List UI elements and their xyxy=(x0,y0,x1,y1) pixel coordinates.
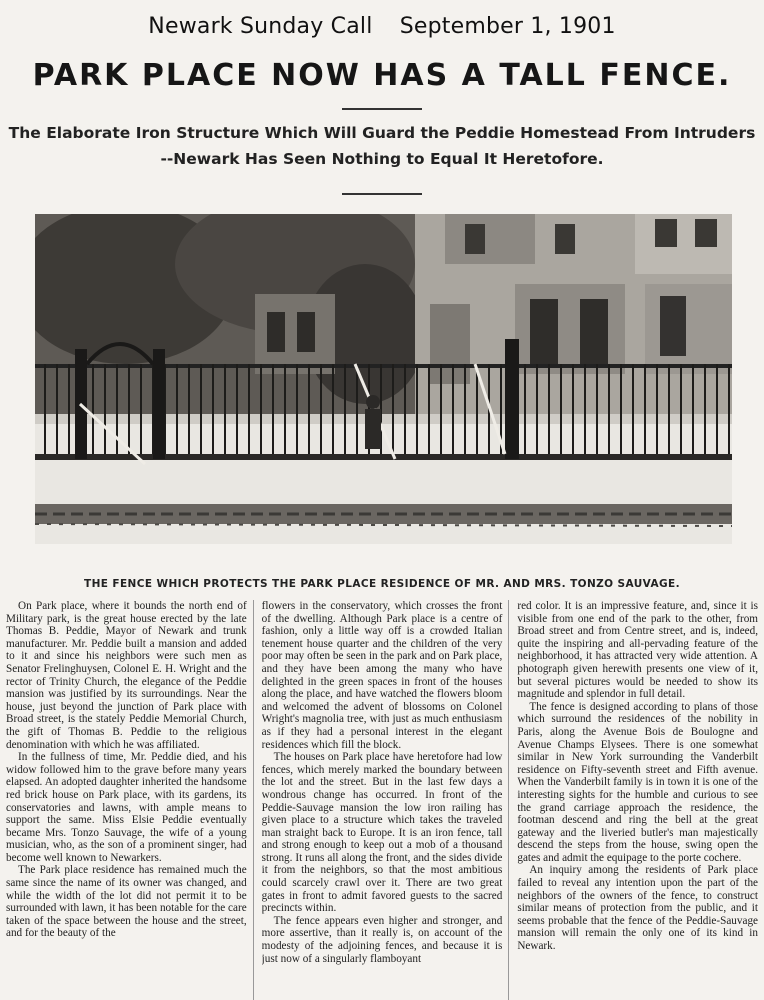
source-line xyxy=(0,14,764,39)
article-column-3 xyxy=(517,600,758,1000)
article-column-2 xyxy=(262,600,510,1000)
paragraph: The Park place residence has remained much the same since the name of its owner was changed, and while the width of the lot did not permit it to be surrounded with lawn, it has been notable for the care taken of the space between the house and the street, and for the beauty of the xyxy=(6,864,247,940)
paragraph: In the fullness of time, Mr. Peddie died, and his widow followed him to the grave before many years elapsed. An adopted daughter inherited the handsome red brick house on Park place, with its gardens, its conservatories and lawns, with ample means to support the same. Miss Elsie Peddie eventually became Mrs. Tonzo Sauvage, the wife of a young musician, who, as the son of a prominent singer, had become well known to Newarkers. xyxy=(6,751,247,864)
deck-rule xyxy=(342,193,422,195)
fence-photograph xyxy=(35,214,732,544)
paragraph: On Park place, where it bounds the north end of Military park, is the great house erected by the late Thomas B. Peddie, Mayor of Newark and trunk manufacturer. Mr. Peddie built a mansion and added to it and since his neighbors were such men as Senator Frelinghuysen, Colonel E. H. Wright and the rector of Trinity Church, the elegance of the Peddie mansion was justified by its surroundings. Near the house, just beyond the junction of Park place with Broad street, is the stately Peddie Memorial Church, the gift of Thomas B. Peddie to the religious denomination with which he was affiliated. xyxy=(6,600,247,751)
paragraph: The fence is designed according to plans of those which surround the residences of the nobility in Paris, along the Avenue Bois de Boulogne and Avenue Champs Elysees. There is one somewhat similar in New York surrounding the Vanderbilt residence on Fifty-seventh street and Fifth avenue. When the Vanderbilt family is in town it is one of the interesting sights for the humble and curious to see the grand carriage approach the residence, the footman descend and ring the bell at the great gateway and the liveried butler's man majestically descend the steps from the house, swing open the gates and admit the equipage to the porte cochere. xyxy=(517,700,759,864)
publication-name: Newark Sunday Call xyxy=(148,14,373,39)
article-body xyxy=(6,600,758,1000)
paragraph: The fence appears even higher and stronger, and more assertive, than it really is, on account of the modesty of the adjoining fences, and because it is just now of a singularly flamboyant xyxy=(261,914,503,965)
article-column-1 xyxy=(6,600,254,1000)
deck-line-2: --Newark Has Seen Nothing to Equal It Heretofore. xyxy=(160,150,604,168)
headline-rule xyxy=(342,108,422,110)
fence-photo-illustration xyxy=(35,214,732,544)
paragraph: An inquiry among the residents of Park place failed to reveal any intention upon the part of the neighbors of the owners of the fence, to construct similar means of protection from the public, and it seems probable that the fence of the Peddie-Sauvage mansion will remain the only one of its kind in Newark. xyxy=(517,864,759,953)
paragraph: red color. It is an impressive feature, and, since it is visible from one end of the park to the other, from Broad street and from Centre street, and is, indeed, quite the inspiring and all-pervading feature of the neighborhood, it has attracted very wide attention. A photograph given herewith presents one view of it, but several pictures would be needed to show its magnitude and splendor in full detail. xyxy=(517,600,759,701)
paragraph: The houses on Park place have heretofore had low fences, which merely marked the boundary between the lot and the street. But in the last few days a wondrous change has occurred. In front of the Peddie-Sauvage mansion the low iron railing has given place to a structure which takes the traveled man straight back to Europe. It is an iron fence, tall and strong enough to keep out a mob of a thousand strong. It runs all along the front, and the sides divide it from the neighbors, so that the most ambitious could scarcely crawl over it. There are two great gates in front to admit favored guests to the sacred precincts within. xyxy=(261,751,503,915)
deck-line-1: The Elaborate Iron Structure Which Will Guard the Peddie Homestead From Intruders xyxy=(8,124,756,142)
publication-date: September 1, 1901 xyxy=(399,14,616,39)
paragraph: flowers in the conservatory, which crosses the front of the dwelling. Although Park place is a centre of fashion, only a little way off is a crowded Italian tenement house quarter and the children of the very poor may often be seen in the park and on Park place, and they have been among the many who have delighted in the green spaces in front of the houses along the place, and have watched the flowers bloom and welcomed the advent of blossoms on Colonel Wright's magnolia tree, with just as much enthusiasm as if they had a personal interest in the elegant residences which fill the block. xyxy=(261,600,503,751)
headline: PARK PLACE NOW HAS A TALL FENCE. xyxy=(32,58,732,93)
photo-caption: THE FENCE WHICH PROTECTS THE PARK PLACE RESIDENCE OF MR. AND MRS. TONZO SAUVAGE. xyxy=(84,578,680,590)
